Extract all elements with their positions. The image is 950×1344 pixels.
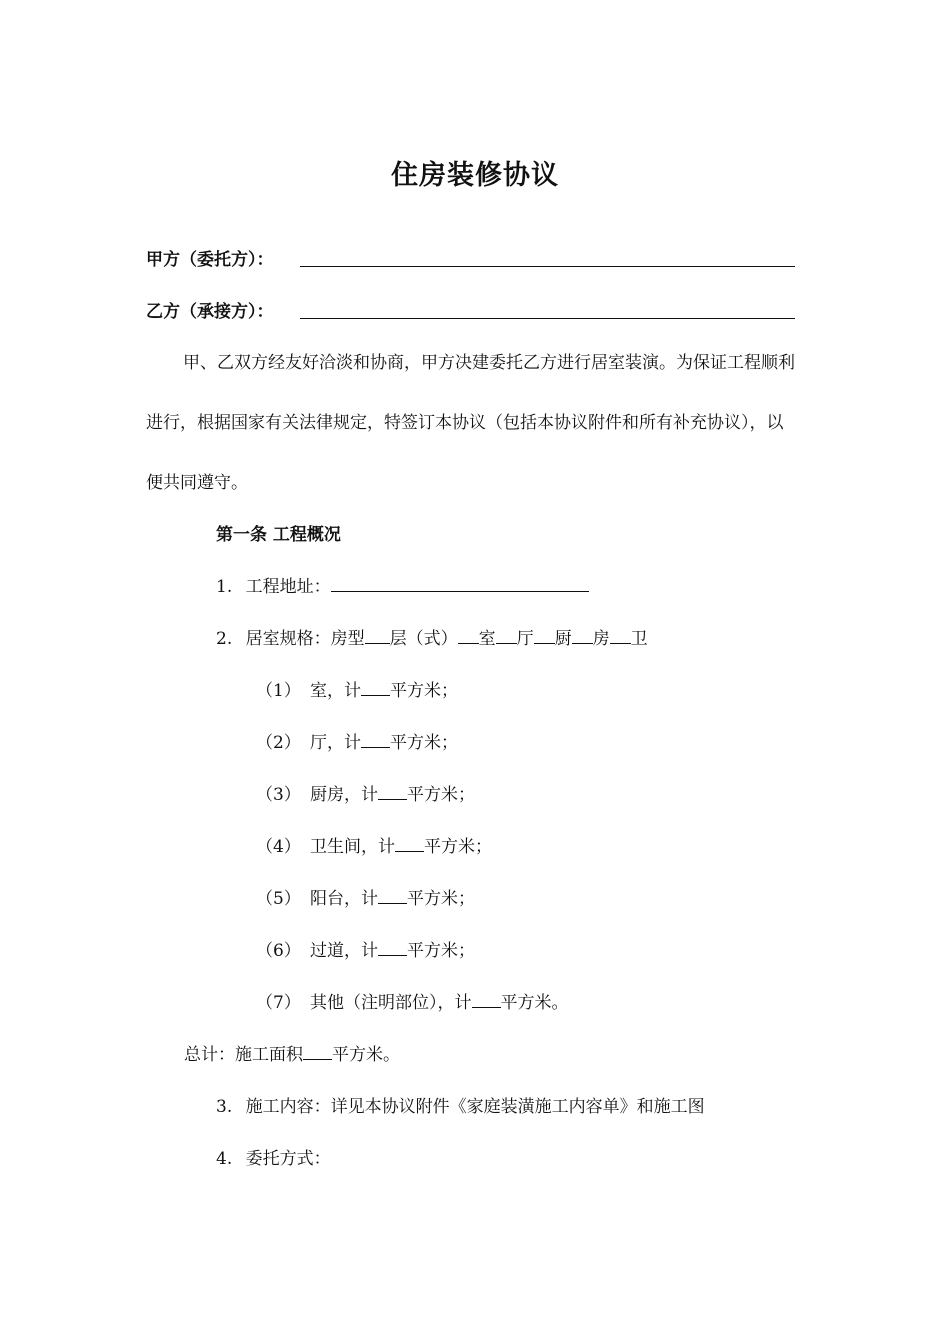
room-unit: 平方米； bbox=[407, 785, 475, 805]
blank bbox=[610, 627, 631, 644]
item-commission-method bbox=[216, 1147, 331, 1171]
item-number: 2. bbox=[216, 629, 233, 649]
spec-part: 厅 bbox=[516, 629, 534, 649]
room-number: （7） bbox=[256, 993, 301, 1013]
room-label: 阳台，计 bbox=[310, 889, 378, 909]
room-item bbox=[256, 731, 458, 755]
room-number: （4） bbox=[256, 837, 301, 857]
room-number: （6） bbox=[256, 941, 301, 961]
blank bbox=[365, 627, 390, 644]
total-area bbox=[184, 1043, 400, 1067]
item-number: 4. bbox=[216, 1149, 233, 1169]
blank bbox=[496, 627, 517, 644]
room-item bbox=[256, 887, 475, 911]
room-item bbox=[256, 679, 458, 703]
spec-part: 层（式） bbox=[389, 629, 458, 649]
room-unit: 平方米； bbox=[424, 837, 492, 857]
blank bbox=[303, 1043, 332, 1060]
item-number: 3. bbox=[216, 1097, 233, 1117]
blank bbox=[572, 627, 593, 644]
blank bbox=[378, 939, 407, 956]
blank bbox=[378, 887, 407, 904]
room-number: （1） bbox=[256, 681, 301, 701]
item-label: 居室规格：房型 bbox=[245, 629, 365, 649]
blank bbox=[361, 679, 390, 696]
party-a-blank bbox=[300, 266, 795, 267]
room-label: 室，计 bbox=[310, 681, 361, 701]
room-number: （5） bbox=[256, 889, 301, 909]
spec-part: 厨 bbox=[554, 629, 572, 649]
intro-paragraph: 甲、乙双方经友好洽淡和协商，甲方决建委托乙方进行居室装演。为保证工程顺利进行，根据国家有关法律规定，特签订本协议（包括本协议附件和所有补充协议），以便共同遵守。 bbox=[146, 353, 795, 493]
room-label: 其他（注明部位），计 bbox=[310, 993, 472, 1013]
spec-part: 卫 bbox=[630, 629, 648, 649]
blank bbox=[534, 627, 555, 644]
blank bbox=[378, 783, 407, 800]
item-address bbox=[216, 575, 589, 599]
item-label: 施工内容：详见本协议附件《家庭装潢施工内容单》和施工图 bbox=[245, 1097, 705, 1117]
blank bbox=[458, 627, 479, 644]
address-blank bbox=[331, 575, 589, 592]
room-item bbox=[256, 939, 475, 963]
room-unit: 平方米。 bbox=[500, 993, 569, 1013]
blank bbox=[472, 991, 501, 1008]
item-number: 1. bbox=[216, 577, 233, 597]
party-b-label: 乙方（承接方）： bbox=[146, 302, 274, 322]
spec-part: 室 bbox=[478, 629, 496, 649]
item-room-spec bbox=[216, 627, 648, 651]
blank bbox=[361, 731, 390, 748]
total-unit: 平方米。 bbox=[332, 1045, 400, 1065]
article1-heading: 第一条 工程概况 bbox=[216, 525, 341, 545]
item-label: 工程地址： bbox=[245, 577, 331, 597]
room-label: 厨房，计 bbox=[310, 785, 378, 805]
blank bbox=[395, 835, 424, 852]
party-a-label: 甲方（委托方）： bbox=[146, 250, 274, 270]
room-item bbox=[256, 835, 492, 859]
room-unit: 平方米； bbox=[407, 889, 475, 909]
room-label: 卫生间，计 bbox=[310, 837, 395, 857]
room-unit: 平方米； bbox=[390, 733, 458, 753]
spec-part: 房 bbox=[592, 629, 610, 649]
room-unit: 平方米； bbox=[407, 941, 475, 961]
item-construction-content bbox=[216, 1095, 705, 1119]
room-label: 过道，计 bbox=[310, 941, 378, 961]
room-number: （2） bbox=[256, 733, 301, 753]
room-item bbox=[256, 991, 569, 1015]
room-item bbox=[256, 783, 475, 807]
item-label: 委托方式： bbox=[245, 1149, 331, 1169]
document-title: 住房装修协议 bbox=[391, 160, 559, 191]
room-label: 厅，计 bbox=[310, 733, 361, 753]
total-label: 总计：施工面积 bbox=[184, 1045, 303, 1065]
party-b-blank bbox=[300, 318, 795, 319]
room-unit: 平方米； bbox=[390, 681, 458, 701]
room-number: （3） bbox=[256, 785, 301, 805]
